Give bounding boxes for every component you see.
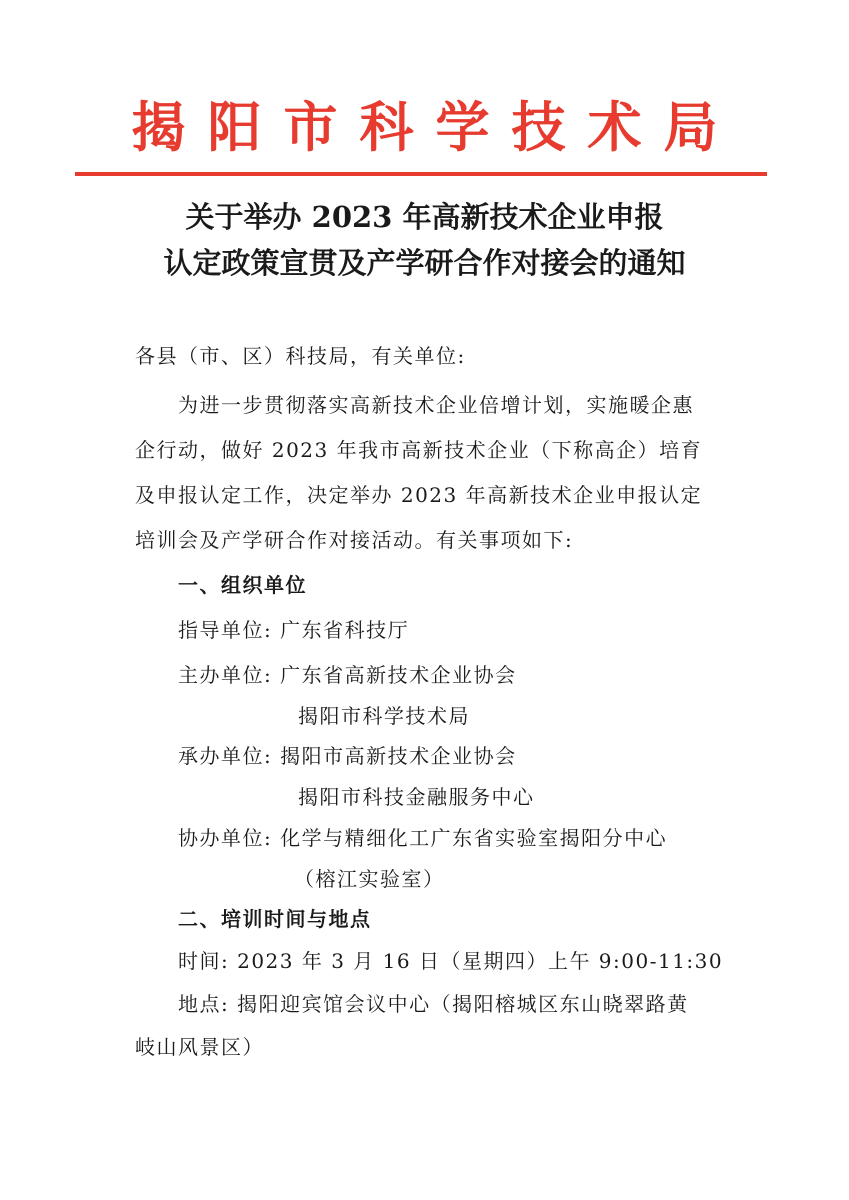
- guide-unit: 指导单位: 广东省科技厅: [178, 618, 410, 642]
- co-organizer-unit-1: 协办单位: 化学与精细化工广东省实验室揭阳分中心: [178, 826, 668, 850]
- title-line-1: 关于举办 2023 年高新技术企业申报: [185, 200, 664, 234]
- organizer-unit-2: 揭阳市科技金融服务中心: [298, 785, 535, 809]
- intro-line-3: 及申报认定工作，决定举办 2023 年高新技术企业申报认定: [135, 483, 703, 507]
- event-place-2: 岐山风景区）: [135, 1035, 264, 1059]
- event-place-1: 地点: 揭阳迎宾馆会议中心（揭阳榕城区东山晓翠路黄: [178, 992, 689, 1016]
- salutation: 各县（市、区）科技局，有关单位:: [135, 344, 466, 368]
- document-title: [0, 194, 849, 286]
- host-unit-2: 揭阳市科学技术局: [298, 704, 470, 728]
- section-1-heading: 一、组织单位: [178, 573, 307, 597]
- event-time: 时间: 2023 年 3 月 16 日（星期四）上午 9:00-11:30: [178, 949, 724, 973]
- intro-line-2: 企行动，做好 2023 年我市高新技术企业（下称高企）培育: [135, 438, 703, 462]
- co-organizer-unit-2: （榕江实验室）: [294, 867, 445, 891]
- title-line-2: 认定政策宣贯及产学研合作对接会的通知: [163, 246, 686, 280]
- header-divider: [75, 172, 767, 176]
- host-unit-1: 主办单位: 广东省高新技术企业协会: [178, 663, 517, 687]
- section-2-heading: 二、培训时间与地点: [178, 907, 372, 931]
- organizer-unit-1: 承办单位: 揭阳市高新技术企业协会: [178, 744, 517, 768]
- issuing-organization: 揭阳市科学技术局: [131, 96, 740, 159]
- intro-line-1: 为进一步贯彻落实高新技术企业倍增计划，实施暖企惠: [178, 393, 694, 417]
- intro-line-4: 培训会及产学研合作对接活动。有关事项如下:: [135, 528, 574, 552]
